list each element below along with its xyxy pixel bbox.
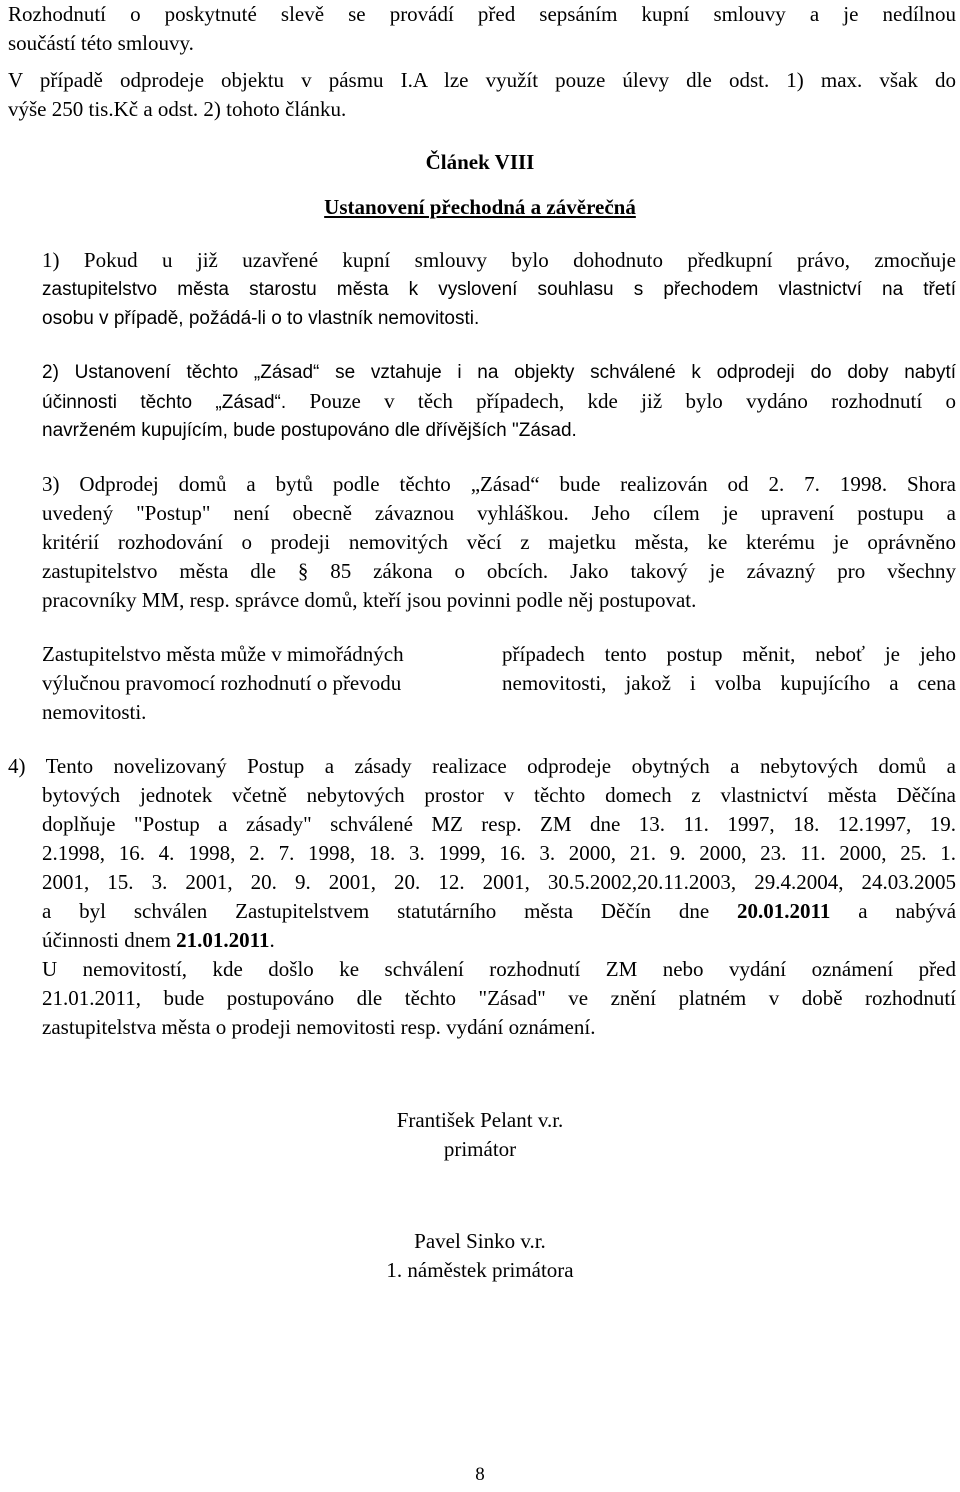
paragraph-3-line: zastupitelstvo města dle § 85 zákona o obcích. Jako takový je závazný pro všechny: [42, 559, 956, 583]
intro-line: Rozhodnutí o poskytnuté slevě se provádí před sepsáním kupní smlouvy a je nedílnou: [8, 2, 956, 26]
intro-line: V případě odprodeje objektu v pásmu I.A lze využít pouze úlevy dle odst. 1) max. však do: [8, 68, 956, 92]
paragraph-2-line: navrženém kupujícím, bude postupováno dle dřívějších "Zásad.: [42, 420, 577, 441]
paragraph-4-text: a byl schválen Zastupitelstvem statutárního města Děčín dne: [42, 899, 710, 923]
paragraph-4-line: U nemovitostí, kde došlo ke schválení rozhodnutí ZM nebo vydání oznámení před: [42, 957, 956, 981]
paragraph-2-line: [42, 387, 956, 417]
signatory-name: Pavel Sinko v.r.: [414, 1229, 546, 1253]
paragraph-1-line: zastupitelstvo města starostu města k vyslovení souhlasu s přechodem vlastnictví na třetí: [42, 279, 956, 300]
paragraph-4-text: a nabývá: [858, 899, 957, 923]
paragraph-4-line: zastupitelstva města o prodeji nemovitosti resp. vydání oznámení.: [42, 1015, 596, 1039]
intro-line: součástí této smlouvy.: [8, 31, 194, 55]
article-title: Článek VIII: [425, 150, 535, 174]
paragraph-4-line: [42, 897, 956, 926]
paragraph-4-line: [42, 926, 275, 955]
split-left-line: nemovitosti.: [42, 700, 147, 724]
paragraph-4-line: 2.1998, 16. 4. 1998, 2. 7. 1998, 18. 3. 1999, 16. 3. 2000, 21. 9. 2000, 23. 11. 2000, 25. 1.: [42, 841, 956, 865]
approval-date: 20.01.2011: [737, 899, 831, 923]
split-right-line: případech tento postup měnit, neboť je jeho: [502, 642, 956, 666]
paragraph-2-text: Pouze v těch případech, kde již bylo vydáno rozhodnutí o: [309, 389, 956, 413]
paragraph-3-line: uvedený "Postup" není obecně závaznou vyhláškou. Jeho cílem je upravení postupu a: [42, 501, 956, 525]
paragraph-2-text: účinnosti těchto „Zásad“.: [42, 392, 287, 413]
paragraph-4-line: 2001, 15. 3. 2001, 20. 9. 2001, 20. 12. 2001, 30.5.2002,20.11.2003, 29.4.2004, 24.03.2005: [42, 870, 956, 894]
paragraph-4-line: 4) Tento novelizovaný Postup a zásady realizace odprodeje obytných a nebytových domů a: [8, 754, 956, 778]
page-number: 8: [475, 1464, 485, 1485]
paragraph-4-text: .: [269, 928, 275, 952]
effective-date: 21.01.2011: [176, 928, 270, 952]
paragraph-4-line: 21.01.2011, bude postupováno dle těchto "Zásad" ve znění platném v době rozhodnutí: [42, 986, 956, 1010]
paragraph-4-text: účinnosti dnem: [42, 928, 171, 952]
paragraph-1-line: osobu v případě, požádá-li o to vlastník nemovitosti.: [42, 308, 480, 329]
split-left-line: Zastupitelstvo města může v mimořádných: [42, 642, 404, 666]
signatory-role: 1. náměstek primátora: [386, 1258, 574, 1282]
signatory-name: František Pelant v.r.: [396, 1108, 564, 1132]
paragraph-2-line: 2) Ustanovení těchto „Zásad“ se vztahuje i na objekty schválené k odprodeji do doby nabytí: [42, 362, 956, 383]
paragraph-1-line: 1) Pokud u již uzavřené kupní smlouvy bylo dohodnuto předkupní právo, zmocňuje: [42, 248, 956, 272]
paragraph-3-line: 3) Odprodej domů a bytů podle těchto „Zásad“ bude realizován od 2. 7. 1998. Shora: [42, 472, 956, 496]
article-subtitle: Ustanovení přechodná a závěrečná: [324, 195, 636, 219]
paragraph-3-line: pracovníky MM, resp. správce domů, kteří jsou povinni podle něj postupovat.: [42, 588, 697, 612]
paragraph-4-line: doplňuje "Postup a zásady" schválené MZ resp. ZM dne 13. 11. 1997, 18. 12.1997, 19.: [42, 812, 956, 836]
signatory-role: primátor: [443, 1137, 517, 1161]
split-left-line: výlučnou pravomocí rozhodnutí o převodu: [42, 671, 402, 695]
paragraph-4-line: bytových jednotek včetně nebytových prostor v těchto domech z vlastnictví města Děčína: [42, 783, 956, 807]
split-right-line: nemovitosti, jakož i volba kupujícího a cena: [502, 671, 956, 695]
intro-line: výše 250 tis.Kč a odst. 2) tohoto článku.: [8, 97, 347, 121]
paragraph-3-line: kritérií rozhodování o prodeji nemovitých věcí z majetku města, ke kterému je oprávněno: [42, 530, 956, 554]
